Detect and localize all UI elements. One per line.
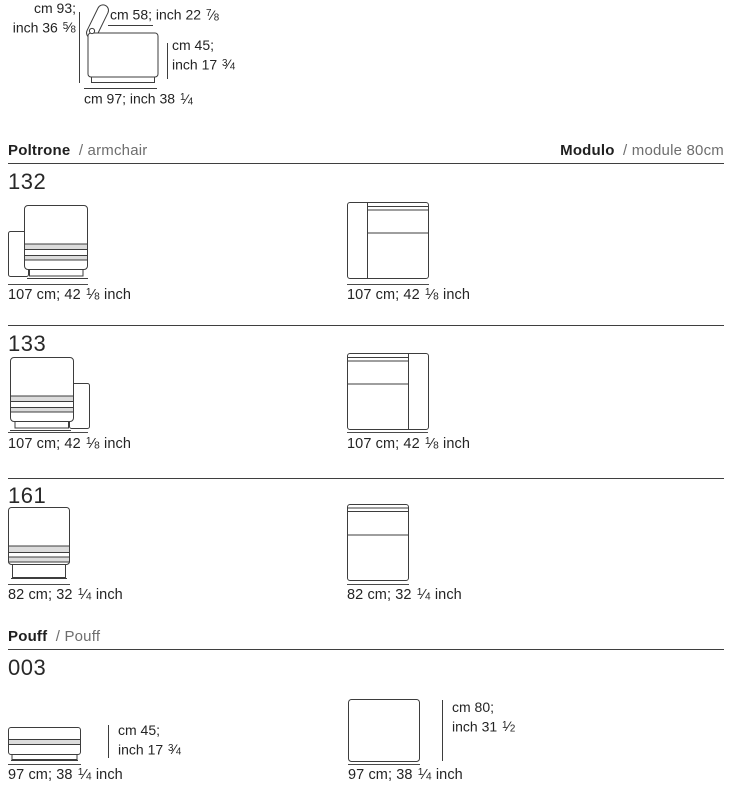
section-divider: [8, 325, 724, 326]
fraction: $^3⁄_4$: [168, 741, 182, 758]
pouf-003-top-drawing: [348, 699, 420, 762]
fraction: $^1⁄_8$: [85, 287, 100, 303]
dim-line-132-top: [347, 284, 429, 285]
fraction: $^1⁄_4$: [77, 767, 92, 783]
overview-total-height-cm: cm 93;: [33, 0, 76, 16]
fraction: $^1⁄_2$: [502, 718, 516, 735]
seat-body-shape: [88, 33, 158, 77]
section-title-it: Poltrone: [8, 142, 71, 159]
model-code-161: 161: [8, 483, 47, 508]
armchair-161-front-drawing: [8, 507, 70, 580]
fraction: $^3⁄_4$: [222, 56, 236, 73]
armchair-161-top-drawing: [347, 504, 409, 581]
fraction: $^1⁄_4$: [417, 767, 432, 783]
overview-backrest-depth-label: cm 58; inch 22 $^7⁄_8$: [110, 6, 220, 24]
armchair-133-top-drawing: [347, 353, 429, 430]
section-title-pouff: [8, 628, 100, 645]
base-plinth-shape: [92, 77, 155, 83]
width-label-133-top: 107 cm; 42 $^1⁄_8$ inch: [347, 436, 471, 452]
overview-seat-height-label: [172, 37, 235, 76]
dim-line-161-front: [8, 584, 70, 585]
width-label-161-top: 82 cm; 32 $^1⁄_4$ inch: [347, 587, 462, 603]
pouf-depth-label: [452, 699, 515, 738]
armchair-132-front-drawing: [8, 205, 89, 280]
pivot-circle: [89, 28, 94, 33]
fraction: $^1⁄_8$: [424, 436, 439, 452]
fraction: $^1⁄_8$: [424, 287, 439, 303]
overview-total-height-inch: inch 36 $^5⁄_8$: [12, 19, 76, 36]
dim-line-003-height: [108, 725, 109, 758]
overview-seat-height-inch: inch 17 $^3⁄_4$: [172, 56, 236, 73]
section-header-pouff: [8, 628, 724, 650]
dim-line-133-top: [347, 432, 428, 433]
dim-line-132-front: [8, 284, 88, 285]
pouf-depth-inch: inch 31 $^1⁄_2$: [452, 718, 516, 735]
dim-line-003-depth: [442, 700, 443, 761]
fraction: $^1⁄_4$: [179, 90, 194, 108]
module-title-en: / module 80cm: [623, 142, 724, 159]
section-divider: [8, 478, 724, 479]
section-title-en: / armchair: [78, 142, 148, 159]
section-title-armchair: [8, 142, 148, 159]
fraction: $^7⁄_8$: [205, 6, 220, 24]
pouff-title-it: Pouff: [8, 628, 48, 645]
dim-line-003-top: [348, 764, 420, 765]
overview-total-depth-label: cm 97; inch 38 $^1⁄_4$: [84, 90, 194, 108]
width-label-003-top: 97 cm; 38 $^1⁄_4$ inch: [348, 767, 463, 783]
dim-line-133-front: [8, 432, 88, 433]
module-title-it: Modulo: [560, 142, 615, 159]
fraction: $^5⁄_8$: [62, 19, 76, 36]
armchair-133-front-drawing: [9, 357, 90, 432]
pouff-title-en: / Pouff: [55, 628, 101, 645]
pouf-height-label: [118, 722, 181, 761]
armchair-132-top-drawing: [347, 202, 429, 279]
section-title-module: [560, 142, 724, 159]
width-label-132-top: 107 cm; 42 $^1⁄_8$ inch: [347, 287, 471, 303]
model-code-003: 003: [8, 655, 47, 680]
fraction: $^1⁄_4$: [77, 587, 92, 603]
pouf-height-inch: inch 17 $^3⁄_4$: [118, 741, 182, 758]
dim-line-003-front: [8, 764, 81, 765]
fraction: $^1⁄_8$: [85, 436, 100, 452]
width-label-003-front: 97 cm; 38 $^1⁄_4$ inch: [8, 767, 123, 783]
width-label-133-front: 107 cm; 42 $^1⁄_8$ inch: [8, 436, 132, 452]
model-code-132: 132: [8, 169, 47, 194]
pouf-003-front-drawing: [8, 727, 81, 762]
overview-seat-height-cm: cm 45;: [172, 37, 215, 53]
fraction: $^1⁄_4$: [416, 587, 431, 603]
section-header-armchair: [8, 142, 724, 164]
model-code-133: 133: [8, 331, 47, 356]
overview-total-height-label: [0, 0, 76, 39]
pouf-height-cm: cm 45;: [118, 722, 161, 738]
pouf-depth-cm: cm 80;: [452, 699, 495, 715]
width-label-161-front: 82 cm; 32 $^1⁄_4$ inch: [8, 587, 123, 603]
dim-line-161-top: [347, 584, 409, 585]
width-label-132-front: 107 cm; 42 $^1⁄_8$ inch: [8, 287, 132, 303]
